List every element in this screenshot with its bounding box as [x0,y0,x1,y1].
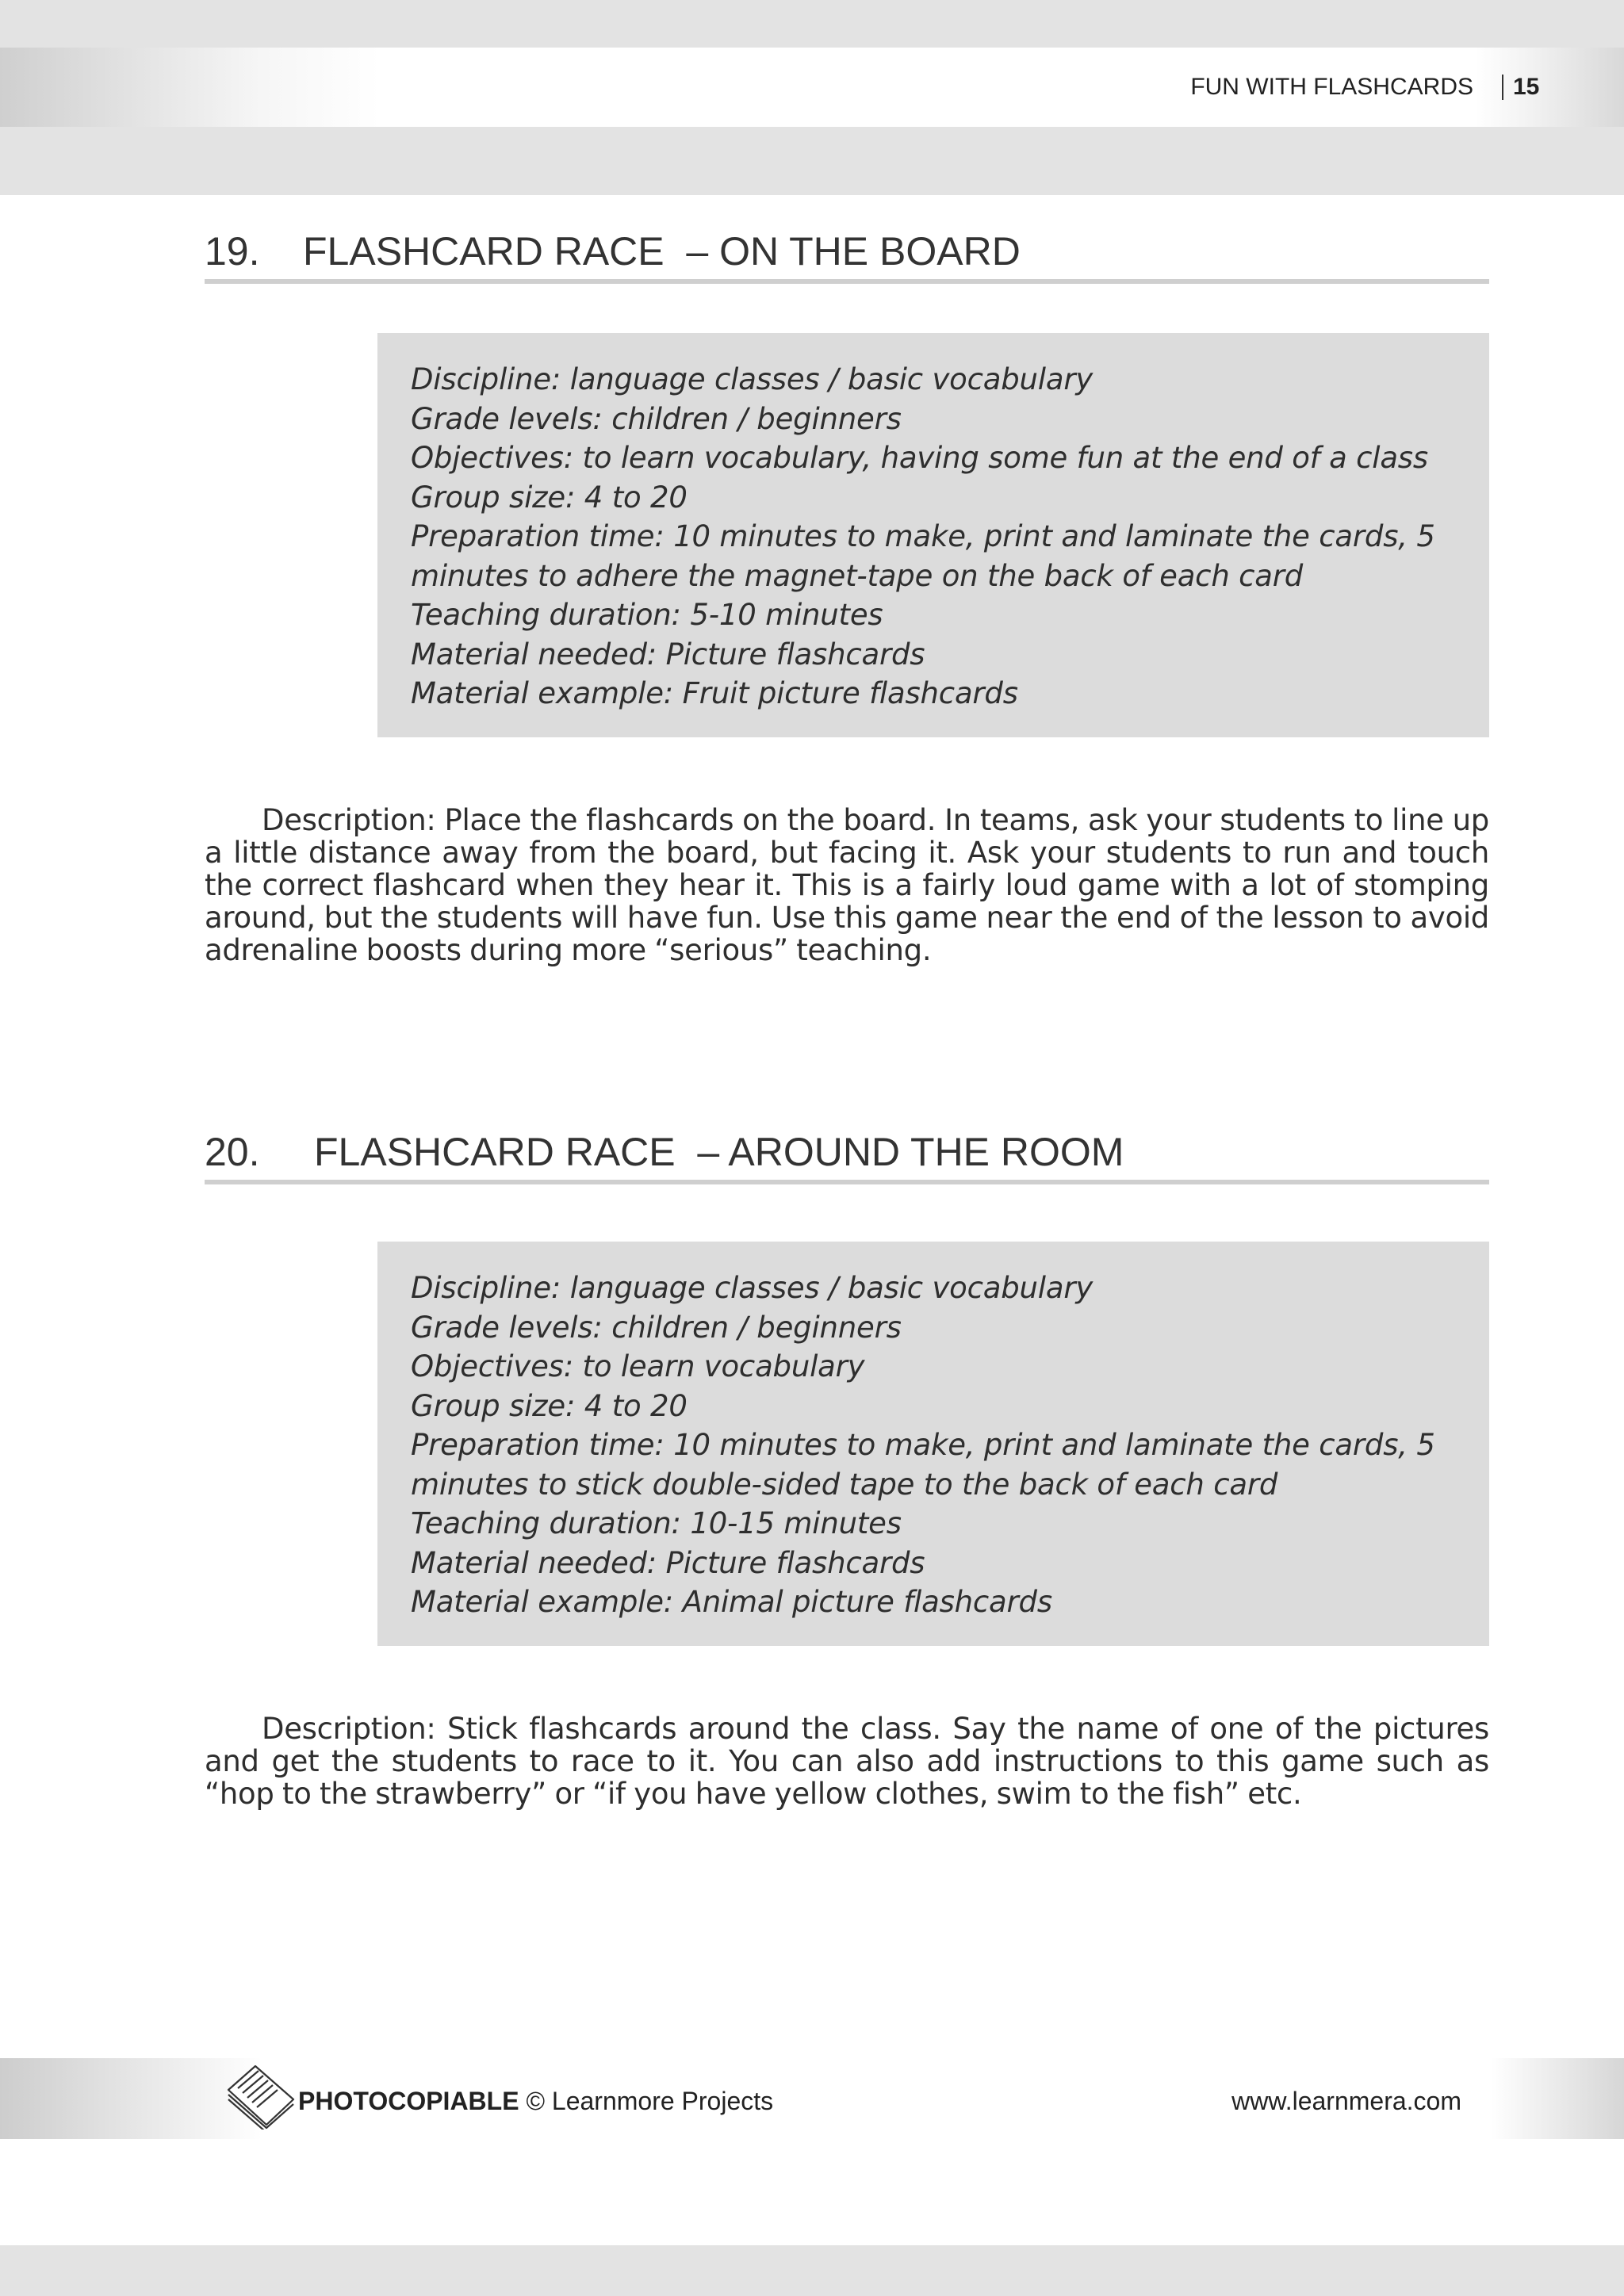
section-20-heading [205,1132,1489,1172]
info-material-needed: Material needed: Picture flashcards [411,1545,925,1580]
header-separator [1502,75,1503,100]
info-teaching-duration: Teaching duration: 10-15 minutes [411,1506,902,1540]
info-objectives: Objectives: to learn vocabulary, having some fun at the end of a class [411,441,1428,475]
activity-description: Description: Place the flashcards on the board. In teams, ask your students to line up a little distance away from the board, but facing it. Ask your students to run and touch the correct flashcard when they hear it. This is a fairly loud game with a lot of stomping around, but the students will have fun. Use this game near the end of the lesson to avoid adrenaline boosts during more “serious” teaching. [205,803,1489,967]
info-group-size: Group size: 4 to 20 [411,1388,688,1423]
section-rule [205,279,1489,284]
info-objectives: Objectives: to learn vocabulary [411,1349,865,1383]
info-preparation-time: Preparation time: 10 minutes to make, print and laminate the cards, 5 [411,1428,1435,1462]
info-preparation-time-cont: minutes to stick double-sided tape to the back of each card [411,1467,1278,1502]
section-19-heading [205,229,1489,274]
activity-description: Description: Stick flashcards around the class. Say the name of one of the pictures and get the students to race to it. You can also add instructions to this game such as “hop to the strawberry” or “if you have yellow clothes, swim to the fish” etc. [205,1712,1489,1811]
bottom-margin-band [0,2245,1624,2296]
photocopiable-label: PHOTOCOPIABLE [298,2087,519,2115]
section-number: 20. [205,1130,260,1174]
page-number: 15 [1513,74,1540,100]
info-group-size: Group size: 4 to 20 [411,480,688,515]
info-material-example: Material example: Animal picture flashcards [411,1585,1052,1619]
copyright-text: © Learnmore Projects [526,2087,774,2115]
section-title: FLASHCARD RACE – ON THE BOARD [303,229,1021,274]
activity-info-box [377,1242,1489,1646]
info-preparation-time: Preparation time: 10 minutes to make, print and laminate the cards, 5 [411,519,1435,553]
info-discipline: Discipline: language classes / basic vocabulary [411,1271,1094,1305]
info-preparation-time-cont: minutes to adhere the magnet-tape on the back of each card [411,558,1304,593]
info-grade-levels: Grade levels: children / beginners [411,401,902,436]
section-title: FLASHCARD RACE – AROUND THE ROOM [314,1130,1124,1174]
info-grade-levels: Grade levels: children / beginners [411,1310,902,1345]
photocopy-pages-icon [224,2060,298,2130]
info-material-needed: Material needed: Picture flashcards [411,637,925,672]
section-number: 19. [205,229,260,274]
section-rule [205,1180,1489,1184]
info-material-example: Material example: Fruit picture flashcards [411,676,1018,710]
info-discipline: Discipline: language classes / basic vocabulary [411,362,1094,396]
activity-info-box [377,333,1489,737]
footer-copyright-line [298,2085,773,2117]
footer-website: www.learnmera.com [1231,2087,1461,2115]
running-title: FUN WITH FLASHCARDS [1190,74,1473,100]
info-teaching-duration: Teaching duration: 5-10 minutes [411,598,883,632]
page-header [0,48,1624,127]
